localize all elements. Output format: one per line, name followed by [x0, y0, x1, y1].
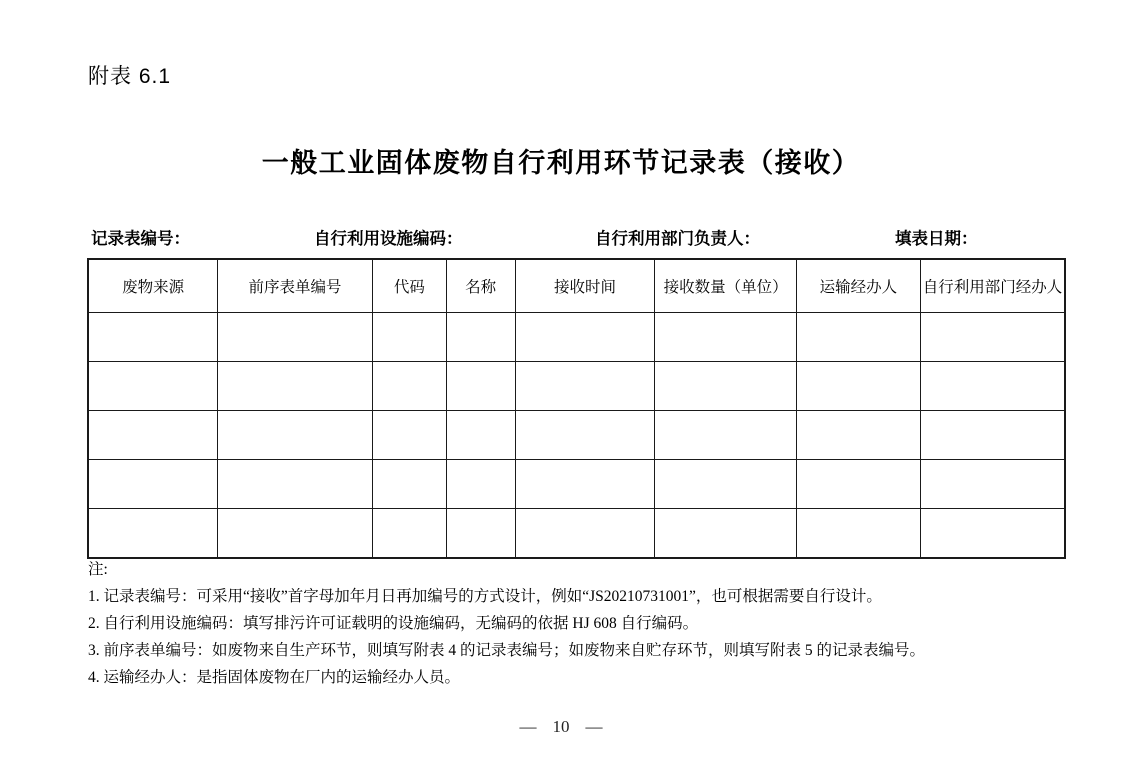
record-table-body — [88, 313, 1065, 559]
record-number-label: 记录表编号： — [91, 230, 190, 248]
empty-cell — [88, 362, 218, 411]
note-item: 3. 前序表单编号：如废物来自生产环节，则填写附表 4 的记录表编号；如废物来自贮存环节，则填写附表 5 的记录表编号。 — [88, 642, 926, 659]
empty-cell — [515, 411, 655, 460]
footer-left-dash: — — [519, 717, 537, 736]
empty-cell — [920, 460, 1065, 509]
page-title: 一般工业固体废物自行利用环节记录表（接收） — [261, 148, 861, 178]
empty-cell — [920, 313, 1065, 362]
empty-cell — [446, 362, 515, 411]
empty-cell — [218, 509, 373, 559]
column-header: 前序表单编号 — [218, 259, 373, 313]
empty-cell — [218, 362, 373, 411]
empty-cell — [446, 509, 515, 559]
empty-cell — [515, 460, 655, 509]
empty-cell — [218, 313, 373, 362]
footer-right-dash: — — [585, 717, 603, 736]
column-header: 接收时间 — [515, 259, 655, 313]
column-header: 代码 — [372, 259, 446, 313]
empty-cell — [515, 313, 655, 362]
notes-heading: 注: — [88, 561, 108, 578]
empty-cell — [446, 313, 515, 362]
empty-cell — [796, 509, 920, 559]
fill-date-label: 填表日期： — [895, 230, 978, 248]
note-item: 2. 自行利用设施编码：填写排污许可证载明的设施编码，无编码的依据 HJ 608 自行编码。 — [88, 615, 699, 632]
empty-cell — [372, 411, 446, 460]
empty-cell — [372, 509, 446, 559]
empty-cell — [515, 362, 655, 411]
notes-list — [88, 583, 1083, 691]
column-header: 自行利用部门经办人 — [920, 259, 1065, 313]
empty-cell — [88, 460, 218, 509]
table-row — [88, 362, 1065, 411]
empty-cell — [655, 313, 797, 362]
empty-cell — [372, 313, 446, 362]
empty-cell — [218, 460, 373, 509]
header-row — [88, 259, 1065, 313]
record-table-head — [88, 259, 1065, 313]
empty-cell — [655, 411, 797, 460]
meta-row — [87, 225, 1066, 247]
empty-cell — [920, 509, 1065, 559]
empty-cell — [920, 411, 1065, 460]
table-row — [88, 313, 1065, 362]
page-number: 10 — [552, 717, 570, 736]
note-item: 1. 记录表编号：可采用“接收”首字母加年月日再加编号的方式设计，例如“JS20210731001”，也可根据需要自行设计。 — [88, 588, 882, 605]
appendix-label: 附表 6.1 — [88, 65, 172, 88]
empty-cell — [796, 362, 920, 411]
column-header: 名称 — [446, 259, 515, 313]
empty-cell — [372, 460, 446, 509]
table-row — [88, 411, 1065, 460]
empty-cell — [446, 411, 515, 460]
empty-cell — [515, 509, 655, 559]
column-header: 运输经办人 — [796, 259, 920, 313]
facility-code-label: 自行利用设施编码： — [314, 230, 463, 248]
empty-cell — [218, 411, 373, 460]
empty-cell — [655, 362, 797, 411]
empty-cell — [372, 362, 446, 411]
empty-cell — [796, 313, 920, 362]
empty-cell — [446, 460, 515, 509]
empty-cell — [88, 313, 218, 362]
column-header: 废物来源 — [88, 259, 218, 313]
empty-cell — [920, 362, 1065, 411]
empty-cell — [796, 460, 920, 509]
empty-cell — [655, 460, 797, 509]
empty-cell — [796, 411, 920, 460]
record-table — [87, 258, 1066, 559]
page-footer — [0, 717, 1122, 737]
table-row — [88, 460, 1065, 509]
department-head-label: 自行利用部门负责人： — [595, 230, 760, 248]
notes-section — [88, 556, 1083, 691]
empty-cell — [88, 509, 218, 559]
table-row — [88, 509, 1065, 559]
note-item: 4. 运输经办人：是指固体废物在厂内的运输经办人员。 — [88, 669, 461, 686]
empty-cell — [655, 509, 797, 559]
empty-cell — [88, 411, 218, 460]
column-header: 接收数量（单位） — [655, 259, 797, 313]
